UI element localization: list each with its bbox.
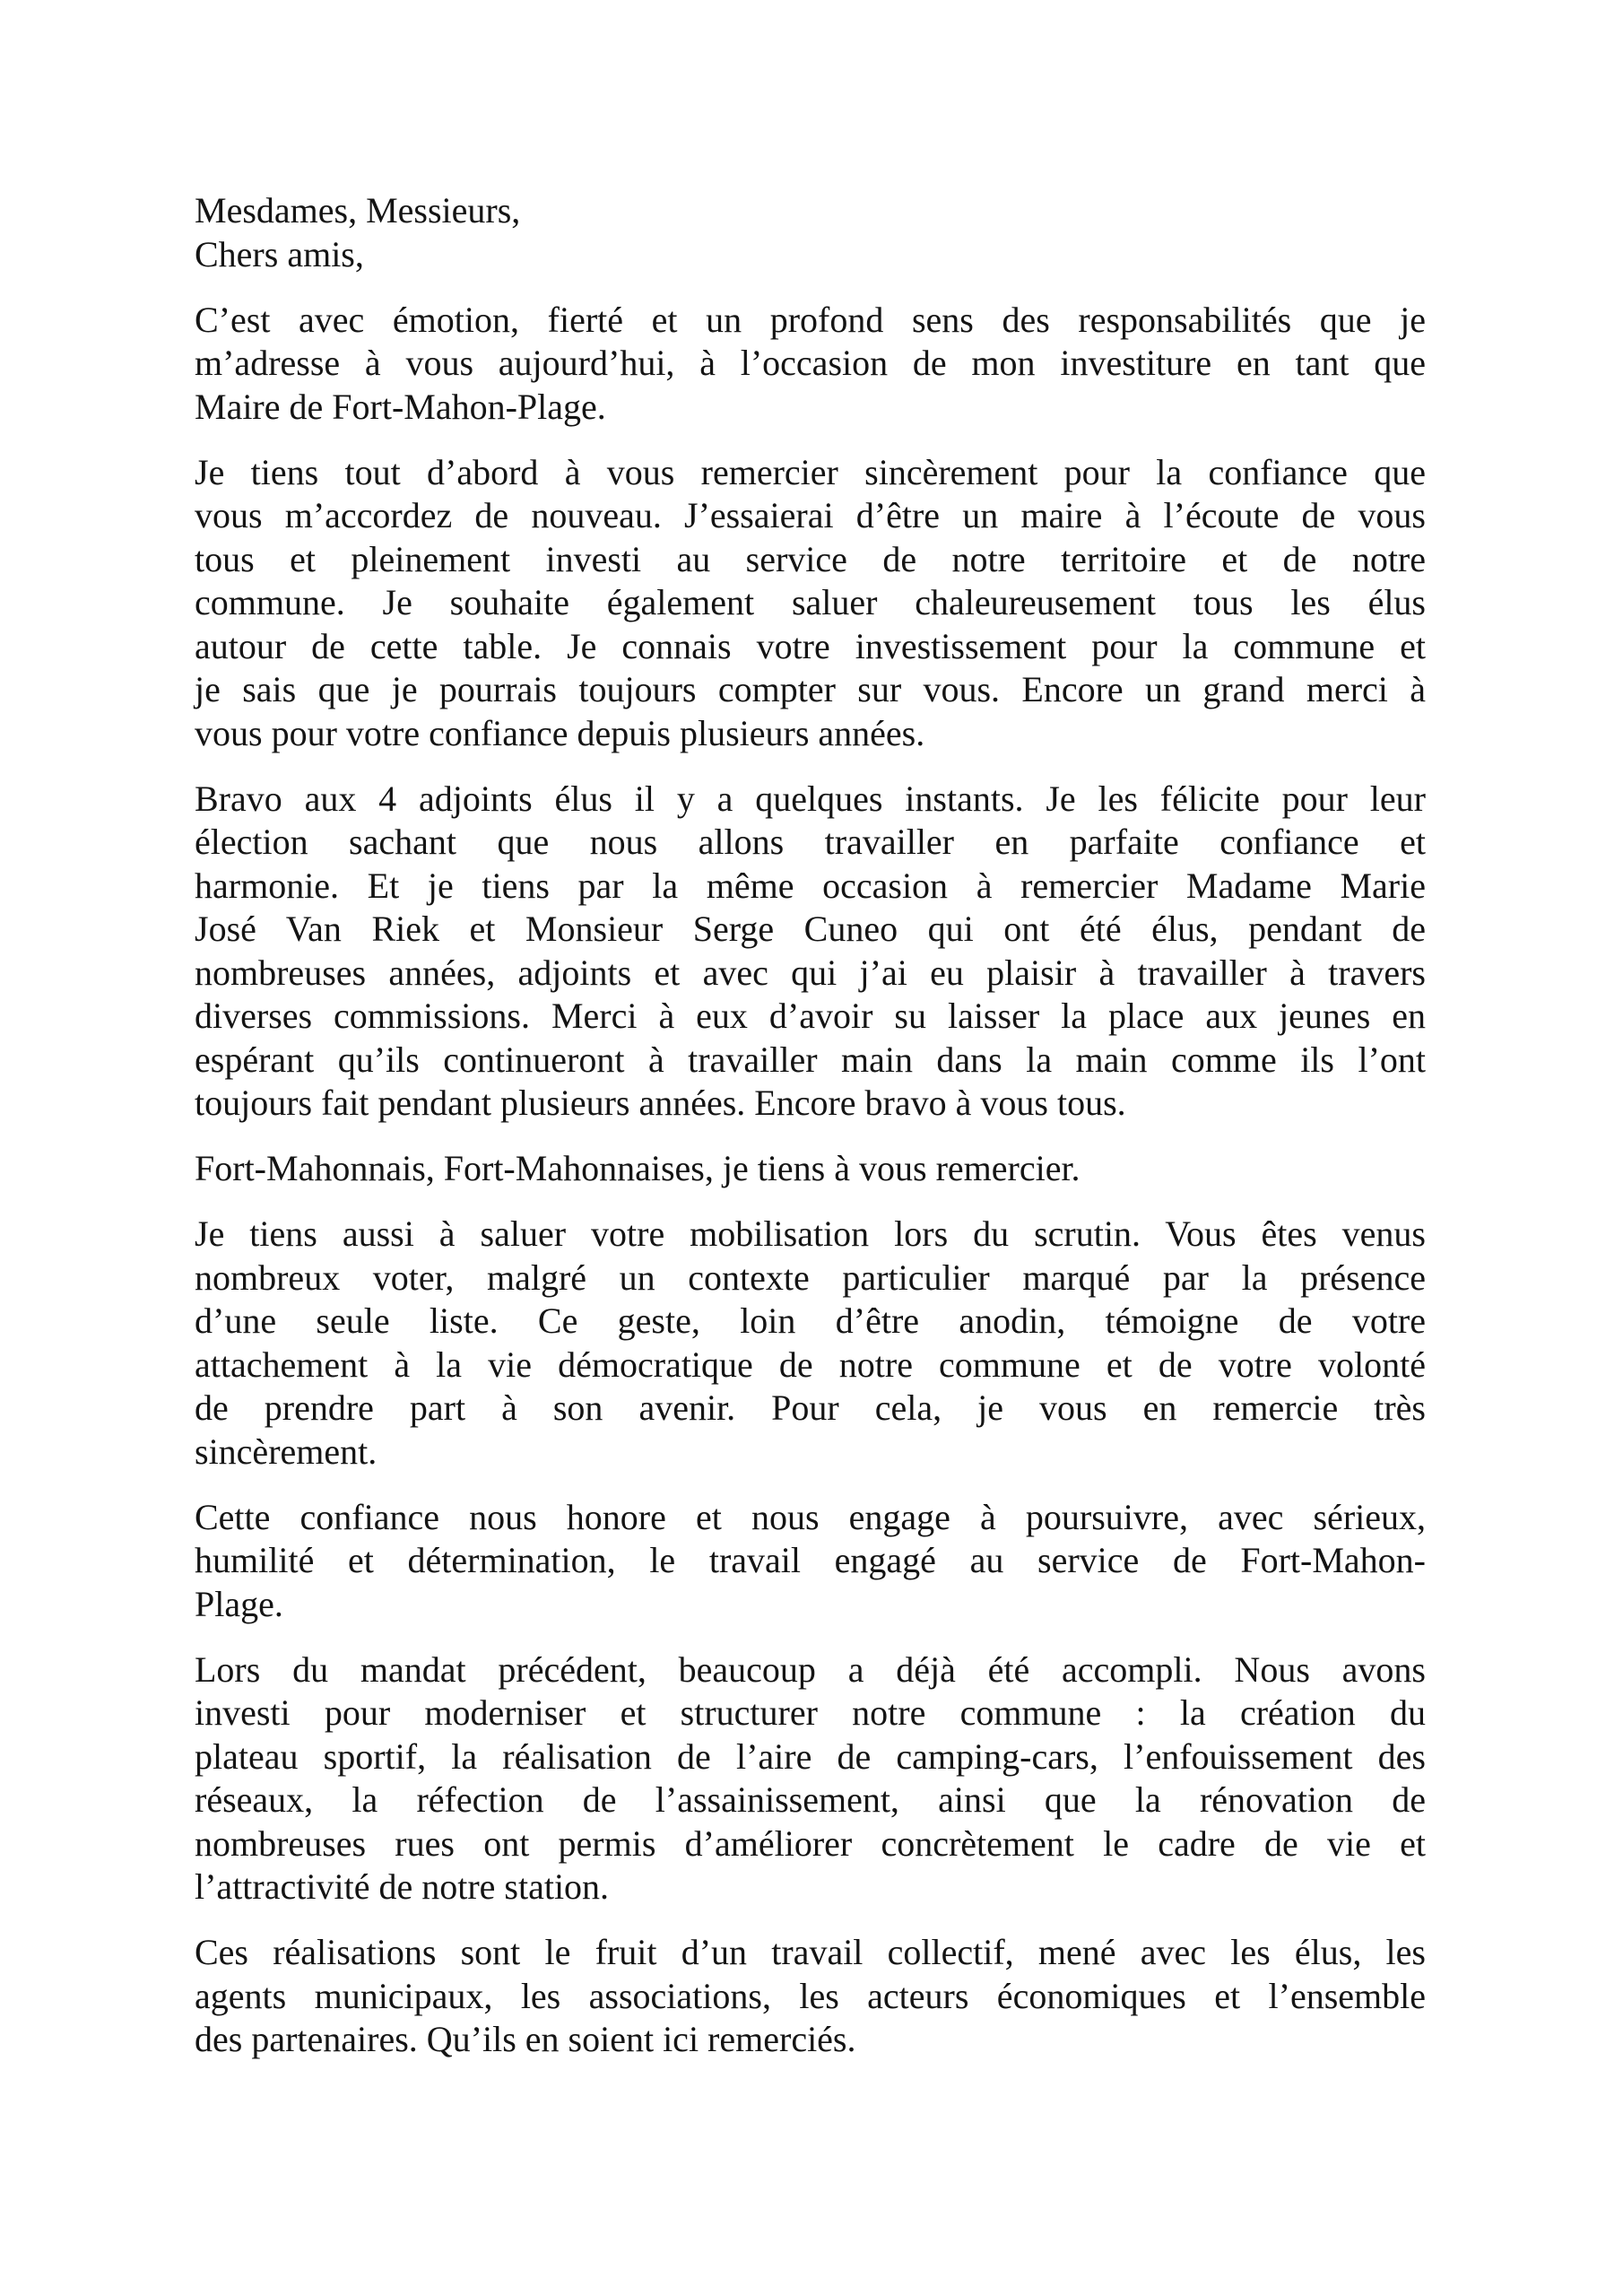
salutation-line: Mesdames, Messieurs, (195, 190, 521, 230)
paragraph-collective-work (195, 1931, 1426, 2062)
text-line: Maire de Fort-Mahon-Plage. (195, 386, 606, 427)
text-line: d’une seule liste. Ce geste, loin d’être anodin, témoigne de votre (195, 1300, 1426, 1341)
text-line: des partenaires. Qu’ils en soient ici remerciés. (195, 2019, 856, 2059)
text-line: nombreuses années, adjoints et avec qui j’ai eu plaisir à travailler à travers (195, 952, 1426, 993)
text-line: José Van Riek et Monsieur Serge Cuneo qui ont été élus, pendant de (195, 909, 1426, 949)
text-line: attachement à la vie démocratique de notre commune et de votre volonté (195, 1344, 1426, 1385)
text-line: Fort-Mahonnais, Fort-Mahonnaises, je tiens à vous remercier. (195, 1148, 1081, 1188)
text-line: Bravo aux 4 adjoints élus il y a quelques instants. Je les félicite pour leur (195, 778, 1426, 819)
text-line: je sais que je pourrais toujours compter sur vous. Encore un grand merci à (195, 669, 1426, 709)
text-line: Je tiens aussi à saluer votre mobilisation lors du scrutin. Vous êtes venus (195, 1213, 1426, 1254)
salutation-line: Chers amis, (195, 233, 364, 274)
text-line: harmonie. Et je tiens par la même occasion à remercier Madame Marie (195, 865, 1426, 906)
text-line: diverses commissions. Merci à eux d’avoir su laisser la place aux jeunes en (195, 996, 1426, 1036)
text-line: espérant qu’ils continueront à travailler main dans la main comme ils l’ont (195, 1039, 1426, 1080)
text-line: Cette confiance nous honore et nous engage à poursuivre, avec sérieux, (195, 1496, 1426, 1537)
text-line: vous pour votre confiance depuis plusieurs années. (195, 712, 925, 753)
paragraph-citizens (195, 1147, 1426, 1191)
text-line: nombreuses rues ont permis d’améliorer concrètement le cadre de vie et (195, 1822, 1426, 1864)
text-line: toujours fait pendant plusieurs années. Encore bravo à vous tous. (195, 1083, 1126, 1123)
paragraph-mobilisation (195, 1213, 1426, 1474)
text-line: Lors du mandat précédent, beaucoup a déjà été accompli. Nous avons (195, 1648, 1426, 1690)
text-line: Plage. (195, 1583, 283, 1624)
salutation (195, 189, 1426, 276)
text-line: de prendre part à son avenir. Pour cela, je vous en remercie très (195, 1387, 1426, 1428)
paragraph-adjoints (195, 778, 1426, 1126)
text-line: nombreux voter, malgré un contexte particulier marqué par la présence (195, 1257, 1426, 1298)
text-line: investi pour moderniser et structurer notre commune : la création du (195, 1692, 1426, 1733)
text-line: m’adresse à vous aujourd’hui, à l’occasion de mon investiture en tant que (195, 343, 1426, 383)
text-line: commune. Je souhaite également saluer chaleureusement tous les élus (195, 582, 1426, 622)
text-line: Ces réalisations sont le fruit d’un travail collectif, mené avec les élus, les (195, 1932, 1426, 1972)
paragraph-commitment (195, 1496, 1426, 1627)
text-line: réseaux, la réfection de l’assainissement, ainsi que la rénovation de (195, 1779, 1426, 1820)
text-line: C’est avec émotion, fierté et un profond sens des responsabilités que je (195, 299, 1426, 340)
paragraph-thanks-confidence (195, 451, 1426, 756)
text-line: sincèrement. (195, 1431, 378, 1472)
text-line: vous m’accordez de nouveau. J’essaierai d’être un maire à l’écoute de vous (195, 495, 1426, 535)
paragraph-previous-mandate (195, 1648, 1426, 1909)
text-line: l’attractivité de notre station. (195, 1866, 610, 1907)
text-line: agents municipaux, les associations, les acteurs économiques et l’ensemble (195, 1975, 1426, 2016)
text-line: plateau sportif, la réalisation de l’aire de camping-cars, l’enfouissement des (195, 1735, 1426, 1777)
letter-body (195, 189, 1426, 2083)
text-line: tous et pleinement investi au service de notre territoire et de notre (195, 538, 1426, 579)
text-line: élection sachant que nous allons travailler en parfaite confiance et (195, 822, 1426, 862)
text-line: Je tiens tout d’abord à vous remercier sincèrement pour la confiance que (195, 451, 1426, 492)
text-line: humilité et détermination, le travail engagé au service de Fort-Mahon- (195, 1540, 1426, 1580)
text-line: autour de cette table. Je connais votre investissement pour la commune et (195, 625, 1426, 666)
paragraph-investiture (195, 299, 1426, 430)
